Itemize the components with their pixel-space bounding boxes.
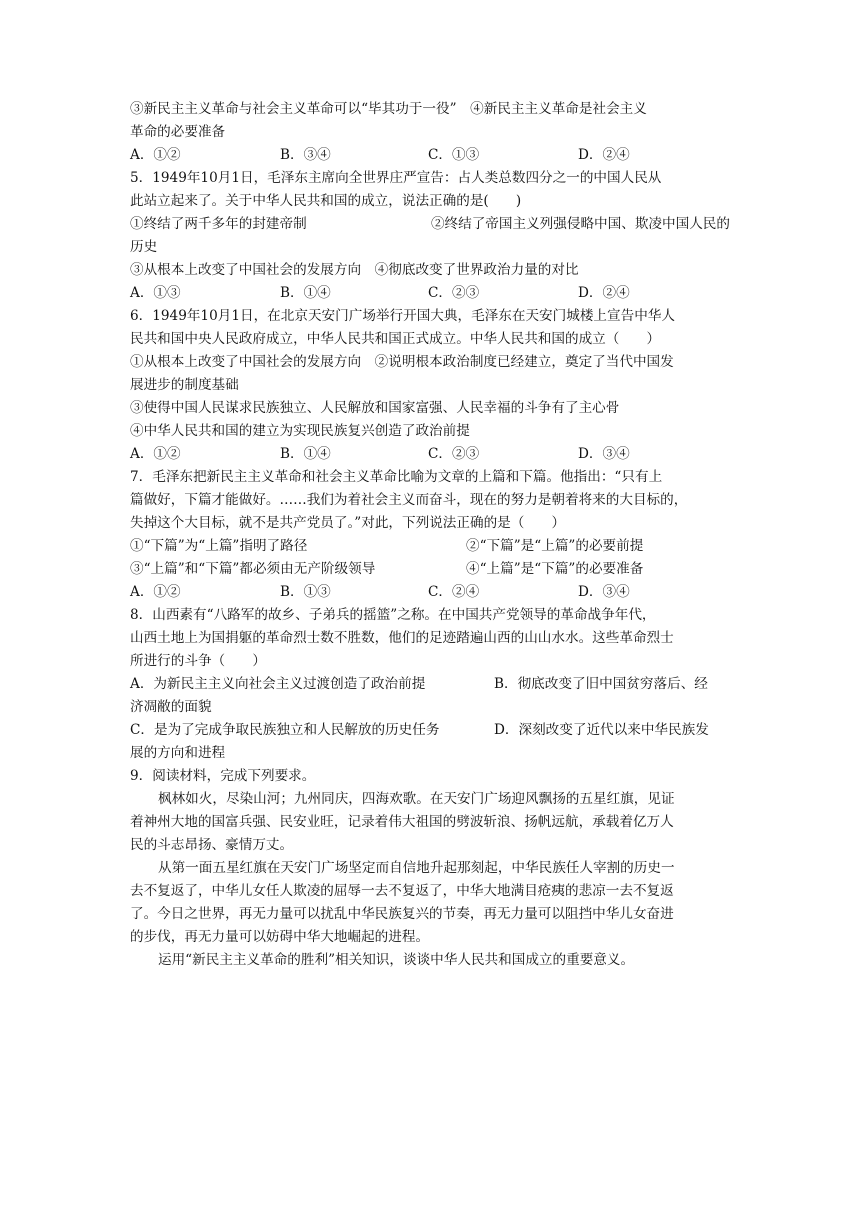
q7-option-c[interactable]: C．②④ <box>428 584 480 600</box>
q4-option-b[interactable]: B．③④ <box>280 147 331 163</box>
q7-stem-line-1: 7．毛泽东把新民主主义革命和社会主义革命比喻为文章的上篇和下篇。他指出：“只有上 <box>130 469 663 485</box>
q7-item-1: ①“下篇”为“上篇”指明了路径 <box>130 538 308 554</box>
question-7 <box>130 466 730 604</box>
question-5 <box>130 167 730 305</box>
q7-option-d[interactable]: D．③④ <box>578 584 630 600</box>
q5-option-b[interactable]: B．①④ <box>280 285 331 301</box>
q8-option-d[interactable]: D．深刻改变了近代以来中华民族发 <box>494 722 709 738</box>
q7-stem-line-3: 失掉这个大目标，就不是共产党员了。”对此，下列说法正确的是（ ） <box>130 515 566 531</box>
q5-stem-line-2: 此站立起来了。关于中华人民共和国的成立，说法正确的是( ) <box>130 193 522 209</box>
q4-line-2: 革命的必要准备 <box>130 124 226 140</box>
q7-items-3-4 <box>130 558 730 581</box>
q6-item-3: ③使得中国人民谋求民族独立、人民解放和国家富强、人民幸福的斗争有了主心骨 <box>130 400 620 416</box>
q6-item-2-cont: 展进步的制度基础 <box>130 377 239 393</box>
q9-paragraph-2-line-3: 了。今日之世界，再无力量可以扰乱中华民族复兴的节奏，再无力量可以阻挡中华儿女奋进 <box>130 906 674 922</box>
q7-option-a[interactable]: A．①② <box>130 584 181 600</box>
q9-task: 运用“新民主主义革命的胜利”相关知识，谈谈中华人民共和国成立的重要意义。 <box>158 952 635 968</box>
q8-stem-line-1: 8．山西素有“八路军的故乡、子弟兵的摇篮”之称。在中国共产党领导的革命战争年代， <box>130 607 656 623</box>
q8-options-c-d <box>130 719 730 742</box>
q8-option-b[interactable]: B．彻底改变了旧中国贫穷落后、经 <box>494 676 708 692</box>
q6-stem-line-1: 6．1949年10月1日，在北京天安门广场举行开国大典，毛泽东在天安门城楼上宣告中华人 <box>130 308 675 324</box>
q7-item-4: ④“上篇”是“下篇”的必要准备 <box>466 561 644 577</box>
q7-item-3: ③“上篇”和“下篇”都必须由无产阶级领导 <box>130 561 376 577</box>
q6-option-c[interactable]: C．②③ <box>428 446 480 462</box>
q5-option-d[interactable]: D．②④ <box>578 285 630 301</box>
q6-option-d[interactable]: D．③④ <box>578 446 630 462</box>
q6-item-4: ④中华人民共和国的建立为实现民族复兴创造了政治前提 <box>130 423 470 439</box>
question-8 <box>130 604 730 765</box>
q9-paragraph-2-line-4: 的步伐，再无力量可以妨碍中华大地崛起的进程。 <box>130 929 430 945</box>
question-9 <box>130 765 730 972</box>
q5-option-c[interactable]: C．②③ <box>428 285 480 301</box>
question-6 <box>130 305 730 466</box>
q5-items-3-4: ③从根本上改变了中国社会的发展方向 ④彻底改变了世界政治力量的对比 <box>130 262 579 278</box>
q4-option-c[interactable]: C．①③ <box>428 147 480 163</box>
q8-option-d-cont: 展的方向和进程 <box>130 745 226 761</box>
q4-line-1: ③新民主主义革命与社会主义革命可以“毕其功于一役” ④新民主主义革命是社会主义 <box>130 101 647 117</box>
q9-paragraph-2-line-1: 从第一面五星红旗在天安门广场坚定而自信地升起那刻起，中华民族任人宰割的历史一 <box>158 860 675 876</box>
q5-item-1: ①终结了两千多年的封建帝制 <box>130 216 307 232</box>
q8-stem-line-3: 所进行的斗争（ ） <box>130 653 266 669</box>
q6-items-1-2: ①从根本上改变了中国社会的发展方向 ②说明根本政治制度已经建立，奠定了当代中国发 <box>130 354 674 370</box>
q4-option-d[interactable]: D．②④ <box>578 147 630 163</box>
question-4-continued <box>130 98 730 167</box>
q9-paragraph-1-line-3: 民的斗志昂扬、豪情万丈。 <box>130 837 294 853</box>
q9-paragraph-1-line-1: 枫林如火，尽染山河；九州同庆，四海欢歌。在天安门广场迎风飘扬的五星红旗，见证 <box>158 791 675 807</box>
q9-paragraph-1-line-2: 着神州大地的国富兵强、民安业旺，记录着伟大祖国的劈波斩浪、扬帆远航，承载着亿万人 <box>130 814 674 830</box>
q7-item-2: ②“下篇”是“上篇”的必要前提 <box>466 538 644 554</box>
q5-options <box>130 282 730 305</box>
q6-option-b[interactable]: B．①④ <box>280 446 331 462</box>
q5-item-2-cont: 历史 <box>130 239 158 255</box>
q8-stem-line-2: 山西土地上为国捐躯的革命烈士数不胜数，他们的足迹踏遍山西的山山水水。这些革命烈士 <box>130 630 674 646</box>
q7-option-b[interactable]: B．①③ <box>280 584 331 600</box>
q7-stem-line-2: 篇做好，下篇才能做好。……我们为着社会主义而奋斗，现在的努力是朝着将来的大目标的， <box>130 492 688 508</box>
q9-paragraph-2-line-2: 去不复返了，中华儿女任人欺凌的屈辱一去不复返了，中华大地满目疮痍的悲凉一去不复返 <box>130 883 674 899</box>
q8-option-b-cont: 济凋敝的面貌 <box>130 699 212 715</box>
q4-options <box>130 144 730 167</box>
q8-option-c[interactable]: C．是为了完成争取民族独立和人民解放的历史任务 <box>130 722 440 738</box>
q7-items-1-2 <box>130 535 730 558</box>
q5-option-a[interactable]: A．①③ <box>130 285 181 301</box>
q5-stem-line-1: 5．1949年10月1日，毛泽东主席向全世界庄严宣告：占人类总数四分之一的中国人民从 <box>130 170 662 186</box>
q7-options <box>130 581 730 604</box>
document-page <box>130 98 730 972</box>
q9-stem: 9．阅读材料，完成下列要求。 <box>130 768 316 784</box>
q6-options <box>130 443 730 466</box>
q4-option-a[interactable]: A．①② <box>130 147 181 163</box>
q8-option-a[interactable]: A．为新民主主义向社会主义过渡创造了政治前提 <box>130 676 426 692</box>
q5-items-1-2 <box>130 213 730 236</box>
q5-item-2: ②终结了帝国主义列强侵略中国、欺凌中国人民的 <box>430 216 730 232</box>
q6-stem-line-2: 民共和国中央人民政府成立，中华人民共和国正式成立。中华人民共和国的成立（ ） <box>130 331 661 347</box>
q8-options-a-b <box>130 673 730 696</box>
q6-option-a[interactable]: A．①② <box>130 446 181 462</box>
